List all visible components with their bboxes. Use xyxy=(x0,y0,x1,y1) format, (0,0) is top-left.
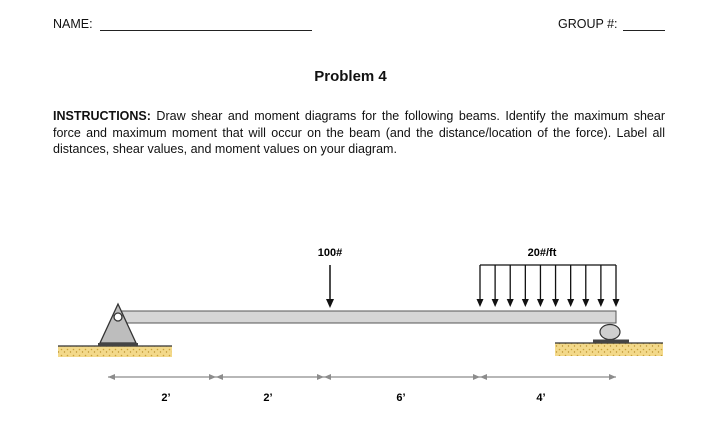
dimension-arrowhead xyxy=(473,374,480,380)
dimension-arrowhead xyxy=(317,374,324,380)
distributed-load-arrow xyxy=(582,265,589,307)
beam xyxy=(118,311,616,323)
distributed-load-arrow xyxy=(613,265,620,307)
distributed-load-arrow xyxy=(492,265,499,307)
distributed-load-arrow xyxy=(597,265,604,307)
distributed-load-arrow xyxy=(537,265,544,307)
dimension-arrowhead xyxy=(480,374,487,380)
distributed-load-arrow xyxy=(507,265,514,307)
distributed-load-arrow xyxy=(522,265,529,307)
dimension-arrowhead xyxy=(108,374,115,380)
ground-left xyxy=(58,346,172,357)
dimension-arrowhead xyxy=(216,374,223,380)
dimension-label: 2’ xyxy=(161,392,171,404)
roller-support xyxy=(593,325,629,344)
group-label: GROUP #: xyxy=(558,17,618,31)
dimension-line xyxy=(108,374,616,404)
dimension-arrowhead xyxy=(209,374,216,380)
distributed-load-arrow xyxy=(477,265,484,307)
instructions-text: Draw shear and moment diagrams for the following beams. Identify the maximum shear force and maximum moment that will occur on the beam (and the distance/location of the force). Label all distances, shear values, and moment values on your diagram. xyxy=(53,109,665,156)
point-load-arrow xyxy=(326,265,334,308)
dimension-arrowhead xyxy=(324,374,331,380)
problem-title: Problem 4 xyxy=(314,68,387,85)
dimension-arrowhead xyxy=(609,374,616,380)
point-load-label: 100# xyxy=(317,247,343,259)
distributed-load-arrow xyxy=(567,265,574,307)
dimension-label: 6’ xyxy=(396,392,406,404)
name-label: NAME: xyxy=(53,17,93,31)
instructions-heading: INSTRUCTIONS: xyxy=(53,109,151,123)
dimension-label: 4’ xyxy=(536,392,546,404)
dimension-label: 2’ xyxy=(263,392,273,404)
pin-support xyxy=(98,304,138,346)
distributed-load xyxy=(477,265,620,307)
distributed-load-label: 20#/ft xyxy=(527,247,557,259)
distributed-load-arrow xyxy=(552,265,559,307)
ground-right xyxy=(555,343,663,356)
